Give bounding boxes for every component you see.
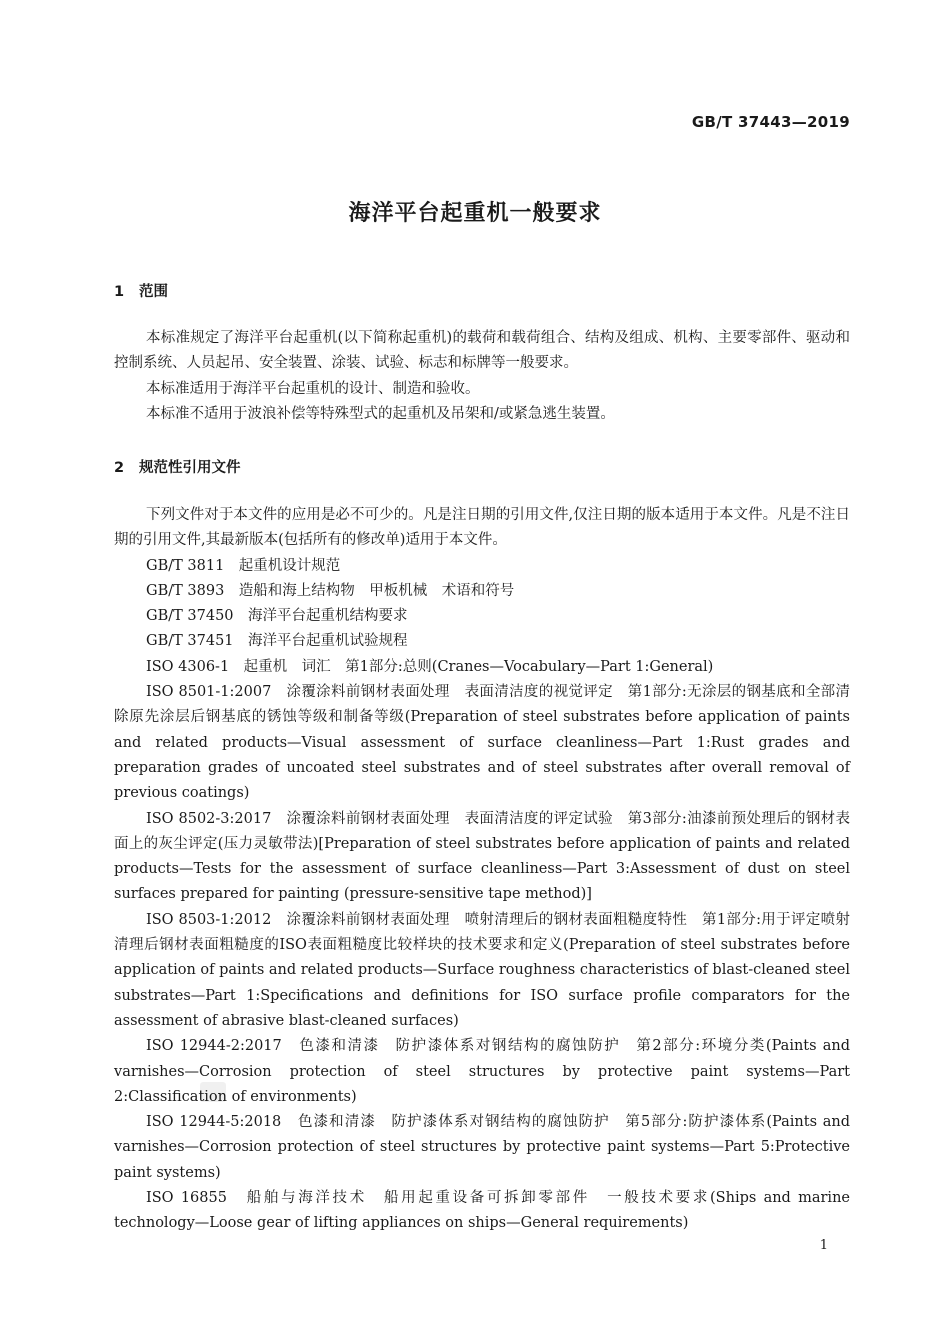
references-body [114,503,850,1237]
scope-paragraph: 本标准适用于海洋平台起重机的设计、制造和验收。 [146,380,480,397]
reference-item: ISO 4306-1 起重机 词汇 第1部分:总则(Cranes—Vocabulary—Part 1:General) [146,658,714,675]
scan-smudge [200,1082,226,1102]
section-title: 规范性引用文件 [139,460,241,476]
section-number: 1 [114,284,125,300]
section-number: 2 [114,460,125,476]
page-number: 1 [819,1238,828,1253]
section-heading-normative-references [114,456,241,477]
references-intro: 下列文件对于本文件的应用是必不可少的。凡是注日期的引用文件,仅注日期的版本适用于本文件。凡是不注日期的引用文件,其最新版本(包括所有的修改单)适用于本文件。 [114,507,850,549]
reference-item: ISO 8503-1:2012 涂覆涂料前钢材表面处理 喷射清理后的钢材表面粗糙度特性 第1部分:用于评定喷射清理后钢材表面粗糙度的ISO表面粗糙度比较样块的技术要求和定义(Preparation of steel substrates before application of paints and related products—Surface roughness characteristics of blast-cleaned steel substrates—Part 1:Specifications and definitions for ISO surface profile comparators for the assessment of abrasive blast-cleaned surfaces) [114,911,851,1029]
scope-paragraph: 本标准规定了海洋平台起重机(以下简称起重机)的载荷和载荷组合、结构及组成、机构、主要零部件、驱动和控制系统、人员起吊、安全装置、涂装、试验、标志和标牌等一般要求。 [114,330,850,372]
reference-item: ISO 12944-5:2018 色漆和清漆 防护漆体系对钢结构的腐蚀防护 第5部分:防护漆体系(Paints and varnishes—Corrosion protection of steel structures by protective paint systems—Part 5:Protective paint systems) [114,1114,850,1181]
document-title: 海洋平台起重机一般要求 [348,201,602,226]
standard-number: GB/T 37443—2019 [691,113,850,131]
reference-item: ISO 8502-3:2017 涂覆涂料前钢材表面处理 表面清洁度的评定试验 第3部分:油漆前预处理后的钢材表面上的灰尘评定(压力灵敏带法)[Preparation of steel substrates before application of paints and related products—Tests for the assessment of surface cleanliness—Part 3:Assessment of dust on steel surfaces prepared for painting (pressure-sensitive tape method)] [114,810,850,903]
reference-item: GB/T 3811 起重机设计规范 [146,557,341,574]
reference-item: ISO 12944-2:2017 色漆和清漆 防护漆体系对钢结构的腐蚀防护 第2部分:环境分类(Paints and varnishes—Corrosion protection of steel structures by protective paint systems—Part 2:Classification of environments) [114,1038,850,1105]
reference-item: GB/T 37451 海洋平台起重机试验规程 [146,633,408,650]
reference-item: ISO 8501-1:2007 涂覆涂料前钢材表面处理 表面清洁度的视觉评定 第1部分:无涂层的钢基底和全部清除原先涂层后钢基底的锈蚀等级和制备等级(Preparation of steel substrates before application of paints and related products—Visual assessment of surface cleanliness—Part 1:Rust grades and preparation grades of uncoated steel substrates and of steel substrates after overall removal of previous coatings) [114,684,850,802]
scope-body [114,326,850,427]
section-title: 范围 [139,284,168,300]
reference-item: ISO 16855 船舶与海洋技术 船用起重设备可拆卸零部件 一般技术要求(Ships and marine technology—Loose gear of lifting appliances on ships—General requirements) [114,1190,850,1232]
reference-item: GB/T 37450 海洋平台起重机结构要求 [146,608,408,625]
reference-item: GB/T 3893 造船和海上结构物 甲板机械 术语和符号 [146,582,515,599]
section-heading-scope [114,280,168,301]
scope-paragraph: 本标准不适用于波浪补偿等特殊型式的起重机及吊架和/或紧急逃生装置。 [146,405,615,422]
